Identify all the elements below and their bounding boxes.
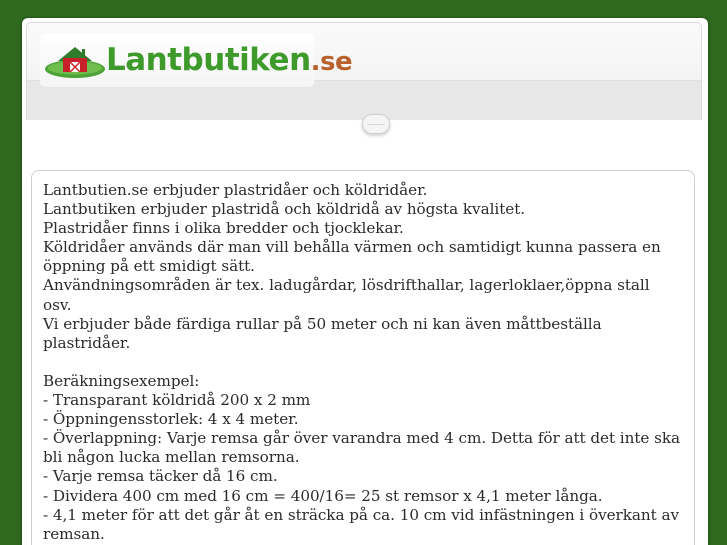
content-line: - Överlappning: Varje remsa går över varandra med 4 cm. Detta för att det inte ska: [43, 429, 681, 448]
logo-brand-text: Lantbutiken: [106, 42, 311, 78]
content-line: [43, 353, 683, 372]
content-line: - Dividera 400 cm med 16 cm = 400/16= 25 st remsor x 4,1 meter långa.: [43, 486, 603, 505]
content-line: Plastridåer finns i olika bredder och tjocklekar.: [43, 219, 404, 238]
site-logo-link[interactable]: [40, 33, 353, 87]
content-line: Vi erbjuder både färdiga rullar på 50 meter och ni kan även måttbeställa: [43, 314, 602, 333]
content-line: Köldridåer används där man vill behålla värmen och samtidigt kunna passera en: [43, 238, 661, 257]
content-line: - Öppningensstorlek: 4 x 4 meter.: [43, 410, 299, 429]
logo-tld-text: .se: [310, 47, 353, 77]
content-line: bli någon lucka mellan remsorna.: [43, 448, 300, 467]
content-line: Lantbutien.se erbjuder plastridåer och köldridåer.: [43, 181, 428, 199]
content-line: Användningsområden är tex. ladugårdar, lösdrifthallar, lagerloklaer,öppna stall: [43, 276, 650, 295]
content-line: - 4,1 meter för att det går åt en sträcka på ca. 10 cm vid infästningen i överkant av: [43, 505, 679, 524]
content-line: - Transparant köldridå 200 x 2 mm: [43, 391, 311, 410]
site-header: [26, 22, 702, 120]
barn-logo-icon: [44, 41, 106, 79]
content-line: Lantbutiken erbjuder plastridå och köldridå av högsta kvalitet.: [43, 200, 526, 219]
content-line: öppning på ett smidigt sätt.: [43, 257, 255, 276]
content-line: Beräkningsexempel:: [43, 371, 200, 390]
page-container: [22, 18, 708, 545]
content-line: osv.: [43, 295, 72, 314]
logo-wordmark: [106, 41, 352, 81]
content-line: - Varje remsa täcker då 16 cm.: [43, 467, 278, 486]
main-content-box: [31, 170, 695, 545]
content-line: plastridåer.: [43, 333, 131, 352]
collapse-handle[interactable]: [362, 114, 390, 134]
content-line: remsan.: [43, 524, 105, 543]
